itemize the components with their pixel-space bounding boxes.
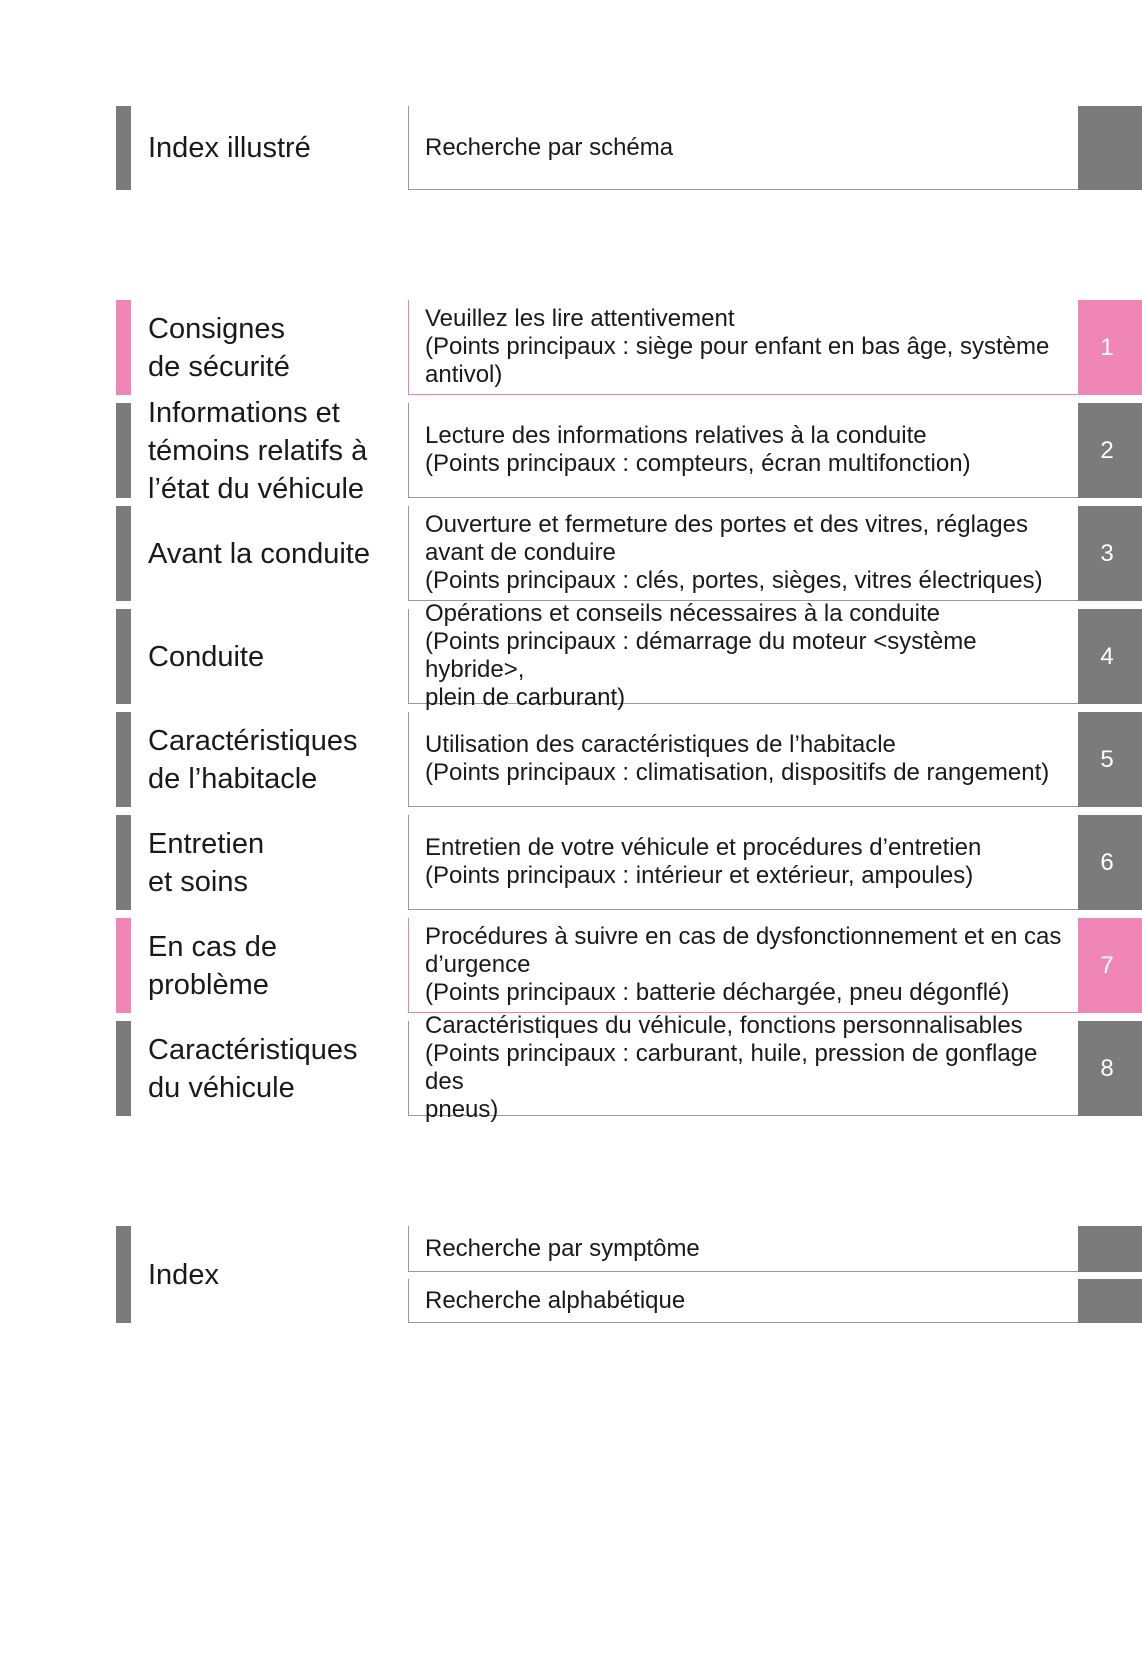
chapter-row[interactable] — [0, 300, 1142, 395]
index-symptom-search[interactable] — [408, 1226, 1078, 1272]
chapter-description-line: Procédures à suivre en cas de dysfonctionnement et en cas — [425, 923, 1062, 950]
chapter-description-line: Utilisation des caractéristiques de l’habitacle — [425, 731, 896, 758]
chapter-number-tab[interactable]: 7 — [1078, 918, 1142, 1013]
index-title: Index — [148, 1258, 219, 1291]
chapter-description — [408, 918, 1078, 1013]
chapter-title: En cas de problème — [148, 930, 277, 1001]
chapter-description — [408, 300, 1078, 395]
chapter-description-line: Lecture des informations relatives à la conduite — [425, 422, 927, 449]
chapter-row[interactable] — [0, 600, 1142, 711]
illustrated-index-bar — [116, 106, 131, 190]
chapter-description-line: Ouverture et fermeture des portes et des vitres, réglages — [425, 511, 1028, 538]
chapter-number-tab[interactable]: 1 — [1078, 300, 1142, 395]
chapter-title: Caractéristiques du véhicule — [148, 1033, 358, 1104]
chapter-row[interactable] — [0, 506, 1142, 601]
chapter-bar — [116, 403, 131, 498]
chapter-title: Informations et témoins relatifs à l’état du véhicule — [148, 396, 368, 505]
chapter-description — [408, 506, 1078, 601]
chapter-number-tab[interactable]: 8 — [1078, 1021, 1142, 1116]
chapter-title: Avant la conduite — [148, 537, 370, 570]
chapter-row[interactable] — [0, 396, 1142, 505]
chapter-description-line: antivol) — [425, 361, 503, 388]
illustrated-index-description-text: Recherche par schéma — [425, 133, 674, 161]
chapter-bar — [116, 712, 131, 807]
chapter-number-tab[interactable]: 6 — [1078, 815, 1142, 910]
index-symptom-search-label: Recherche par symptôme — [425, 1234, 700, 1262]
index-alphabetical-tab[interactable] — [1078, 1279, 1142, 1323]
chapter-title: Caractéristiques de l’habitacle — [148, 724, 358, 795]
chapter-description-line: (Points principaux : climatisation, dispositifs de rangement) — [425, 759, 1050, 786]
chapter-description-line: avant de conduire — [425, 539, 616, 566]
chapter-title: Consignes de sécurité — [148, 312, 290, 383]
chapter-description-line: pneus) — [425, 1096, 499, 1123]
index-symptom-tab[interactable] — [1078, 1226, 1142, 1272]
chapter-description — [408, 712, 1078, 807]
chapter-description-line: (Points principaux : batterie déchargée, pneu dégonflé) — [425, 979, 1010, 1006]
chapter-description-line: (Points principaux : compteurs, écran multifonction) — [425, 450, 971, 477]
chapter-description-line: (Points principaux : carburant, huile, pression de gonflage des — [425, 1040, 1038, 1095]
chapter-description-line: d’urgence — [425, 951, 531, 978]
chapter-description-line: Caractéristiques du véhicule, fonctions personnalisables — [425, 1012, 1023, 1039]
chapter-row[interactable] — [0, 712, 1142, 807]
chapter-description-line: Opérations et conseils nécessaires à la conduite — [425, 600, 940, 627]
chapter-description-line: (Points principaux : siège pour enfant en bas âge, système — [425, 333, 1050, 360]
chapter-description — [408, 403, 1078, 498]
chapter-description-line: Veuillez les lire attentivement — [425, 305, 735, 332]
chapter-description-line: Entretien de votre véhicule et procédures d’entretien — [425, 834, 982, 861]
chapter-description-line: (Points principaux : intérieur et extérieur, ampoules) — [425, 862, 974, 889]
chapter-bar — [116, 918, 131, 1013]
chapter-number-tab[interactable]: 3 — [1078, 506, 1142, 601]
chapter-bar — [116, 815, 131, 910]
chapter-row[interactable] — [0, 918, 1142, 1013]
illustrated-index-description — [408, 106, 1078, 190]
chapter-description-line: (Points principaux : démarrage du moteur <système hybride>, — [425, 628, 977, 683]
chapter-row[interactable] — [0, 815, 1142, 910]
index-alphabetical-search[interactable] — [408, 1279, 1078, 1323]
chapter-row[interactable] — [0, 1012, 1142, 1123]
index-bar — [116, 1226, 131, 1323]
chapter-bar — [116, 300, 131, 395]
illustrated-index-row[interactable] — [0, 106, 1142, 190]
chapter-bar — [116, 609, 131, 704]
illustrated-index-title: Index illustré — [148, 132, 311, 164]
chapter-bar — [116, 506, 131, 601]
chapter-description — [408, 815, 1078, 910]
illustrated-index-tab[interactable] — [1078, 106, 1142, 190]
chapter-description-line: plein de carburant) — [425, 684, 626, 711]
chapter-description-line: (Points principaux : clés, portes, sièges, vitres électriques) — [425, 567, 1043, 594]
chapter-bar — [116, 1021, 131, 1116]
chapter-number-tab[interactable]: 5 — [1078, 712, 1142, 807]
chapter-title: Entretien et soins — [148, 827, 265, 898]
chapter-description — [408, 600, 1078, 711]
chapter-title: Conduite — [148, 640, 265, 673]
chapter-number-tab[interactable]: 4 — [1078, 609, 1142, 704]
index-alphabetical-search-label: Recherche alphabétique — [425, 1286, 686, 1314]
chapter-description — [408, 1012, 1078, 1123]
chapter-number-tab[interactable]: 2 — [1078, 403, 1142, 498]
